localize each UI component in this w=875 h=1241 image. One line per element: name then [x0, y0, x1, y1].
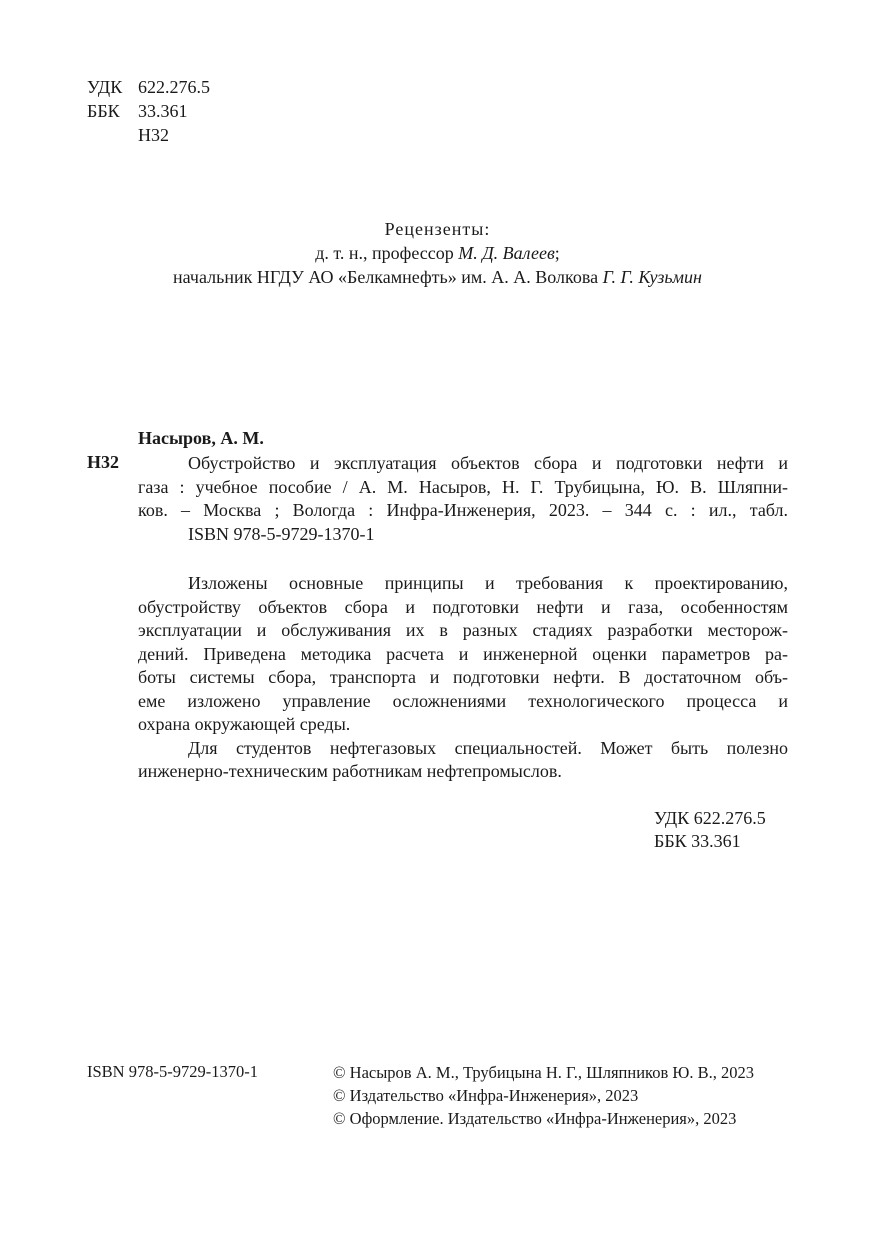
- bbk-value: 33.361: [138, 101, 188, 121]
- copyright-isbn: ISBN 978-5-9729-1370-1: [87, 1062, 258, 1081]
- copyright-line: © Оформление. Издательство «Инфра-Инженерия», 2023: [333, 1109, 737, 1128]
- catalog-author: Насыров, А. М.: [138, 428, 264, 448]
- annotation-line: обустройству объектов сбора и подготовки нефти и газа, особенностям: [138, 596, 788, 617]
- catalog-isbn: ISBN 978-5-9729-1370-1: [188, 523, 375, 544]
- udk-label: УДК: [87, 77, 123, 97]
- annotation-line: боты системы сбора, транспорта и подготовки нефти. В достаточном объ-: [138, 667, 788, 687]
- udk-value: 622.276.5: [138, 77, 210, 97]
- catalog-line: газа : учебное пособие / А. М. Насыров, Н. Г. Трубицына, Ю. В. Шляпни-: [138, 476, 788, 497]
- footer-udk: УДК 622.276.5: [654, 808, 766, 828]
- bbk-label: ББК: [87, 101, 120, 121]
- author-mark: Н32: [138, 125, 169, 145]
- reviewer-2-name: Г. Г. Кузьмин: [602, 267, 702, 287]
- copyright-line: © Насыров А. М., Трубицына Н. Г., Шляпников Ю. В., 2023: [333, 1063, 754, 1082]
- reviewer-1-prefix: д. т. н., профессор: [315, 243, 459, 263]
- reviewers-heading: Рецензенты:: [384, 219, 491, 239]
- annotation-line: Для студентов нефтегазовых специальностей. Может быть полезно: [188, 737, 788, 758]
- catalog-description: [138, 452, 788, 546]
- annotation-line: дений. Приведена методика расчета и инженерной оценки параметров ра-: [138, 643, 788, 664]
- catalog-line: Обустройство и эксплуатация объектов сбора и подготовки нефти и: [188, 453, 788, 473]
- reviewer-1: [0, 243, 875, 264]
- footer-bbk: ББК 33.361: [654, 831, 741, 851]
- reviewer-2: [0, 267, 875, 288]
- copyright-line: © Издательство «Инфра-Инженерия», 2023: [333, 1086, 639, 1105]
- copyright-lines: [333, 1061, 754, 1130]
- catalog-mark: Н32: [87, 452, 120, 472]
- annotation: [138, 572, 788, 784]
- annotation-line: охрана окружающей среды.: [138, 714, 351, 734]
- reviewer-1-suffix: ;: [554, 243, 560, 263]
- reviewer-1-name: М. Д. Валеев: [458, 243, 555, 263]
- catalog-line: ков. – Москва ; Вологда : Инфра-Инженерия, 2023. – 344 с. : ил., табл.: [138, 500, 788, 520]
- annotation-line: эксплуатации и обслуживания их в разных стадиях разработки месторож-: [138, 620, 788, 640]
- reviewer-2-prefix: начальник НГДУ АО «Белкамнефть» им. А. А. Волкова: [173, 267, 603, 287]
- annotation-line: Изложены основные принципы и требования к проектированию,: [188, 573, 788, 593]
- annotation-line: инженерно-техническим работникам нефтепромыслов.: [138, 761, 562, 781]
- annotation-line: еме изложено управление осложнениями технологического процесса и: [138, 690, 788, 711]
